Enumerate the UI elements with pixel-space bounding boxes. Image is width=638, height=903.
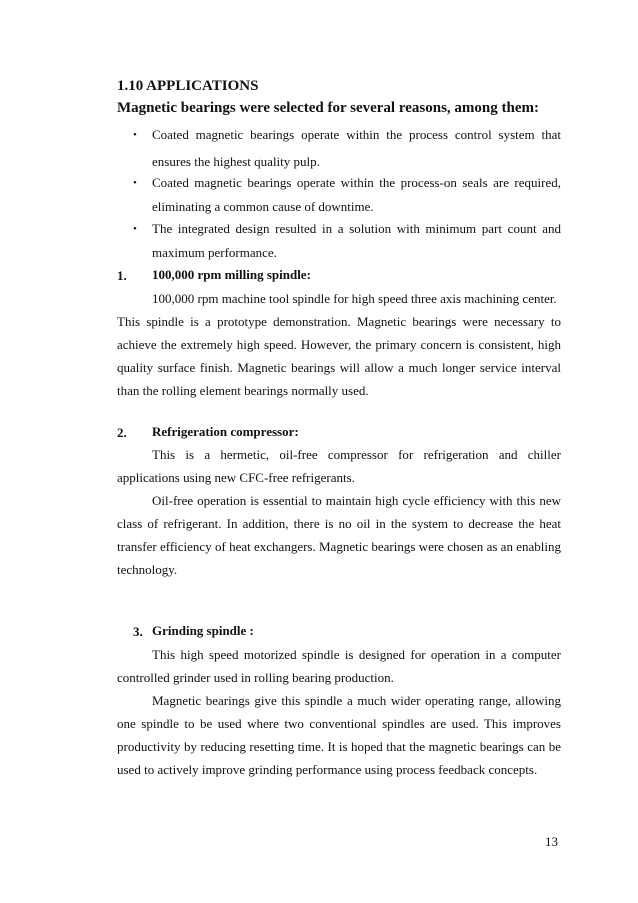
bullet-1-line-1: Coated magnetic bearings operate within the process control system that bbox=[152, 127, 561, 142]
item-2-line-3: Oil-free operation is essential to maintain high cycle efficiency with this new bbox=[152, 493, 561, 508]
item-1-line-3: achieve the extremely high speed. However, the primary concern is consistent, high bbox=[117, 337, 561, 352]
bullet-icon: • bbox=[133, 129, 137, 141]
item-1-number: 1. bbox=[117, 268, 127, 283]
item-3-title: Grinding spindle : bbox=[152, 623, 254, 638]
bullet-icon: • bbox=[133, 223, 137, 235]
intro-heading: Magnetic bearings were selected for several reasons, among them: bbox=[117, 100, 539, 116]
bullet-1-line-2: ensures the highest quality pulp. bbox=[152, 154, 320, 169]
item-2-line-5: transfer efficiency of heat exchangers. Magnetic bearings were chosen as an enabling bbox=[117, 539, 561, 554]
item-3-line-4: one spindle to be used where two conventional spindles are used. This improves bbox=[117, 716, 561, 731]
item-3-line-2: controlled grinder used in rolling bearing production. bbox=[117, 670, 394, 685]
item-1-line-4: quality surface finish. Magnetic bearings will allow a much longer service interval bbox=[117, 360, 561, 375]
item-1-line-1: 100,000 rpm machine tool spindle for high speed three axis machining center. bbox=[152, 291, 557, 306]
bullet-2-line-1: Coated magnetic bearings operate within the process-on seals are required, bbox=[152, 175, 561, 190]
bullet-3-line-2: maximum performance. bbox=[152, 245, 277, 260]
section-title: 1.10 APPLICATIONS bbox=[117, 78, 259, 94]
item-2-line-6: technology. bbox=[117, 562, 178, 577]
item-2-line-4: class of refrigerant. In addition, there is no oil in the system to decrease the heat bbox=[117, 516, 561, 531]
page-number: 13 bbox=[545, 834, 558, 849]
item-3-line-1: This high speed motorized spindle is designed for operation in a computer bbox=[152, 647, 561, 662]
bullet-icon: • bbox=[133, 177, 137, 189]
item-2-line-2: applications using new CFC-free refrigerants. bbox=[117, 470, 355, 485]
item-1-line-2: This spindle is a prototype demonstration. Magnetic bearings were necessary to bbox=[117, 314, 561, 329]
item-3-line-5: productivity by reducing resetting time. It is hoped that the magnetic bearings can be bbox=[117, 739, 561, 754]
item-1-title: 100,000 rpm milling spindle: bbox=[152, 267, 311, 282]
bullet-3-line-1: The integrated design resulted in a solution with minimum part count and bbox=[152, 221, 561, 236]
item-2-title: Refrigeration compressor: bbox=[152, 424, 299, 439]
item-2-line-1: This is a hermetic, oil-free compressor for refrigeration and chiller bbox=[152, 447, 561, 462]
bullet-2-line-2: eliminating a common cause of downtime. bbox=[152, 199, 374, 214]
item-1-line-5: than the rolling element bearings normally used. bbox=[117, 383, 369, 398]
item-3-line-6: used to actively improve grinding performance using process feedback concepts. bbox=[117, 762, 538, 777]
item-3-number: 3. bbox=[133, 624, 143, 639]
item-2-number: 2. bbox=[117, 425, 127, 440]
item-3-line-3: Magnetic bearings give this spindle a much wider operating range, allowing bbox=[152, 693, 561, 708]
